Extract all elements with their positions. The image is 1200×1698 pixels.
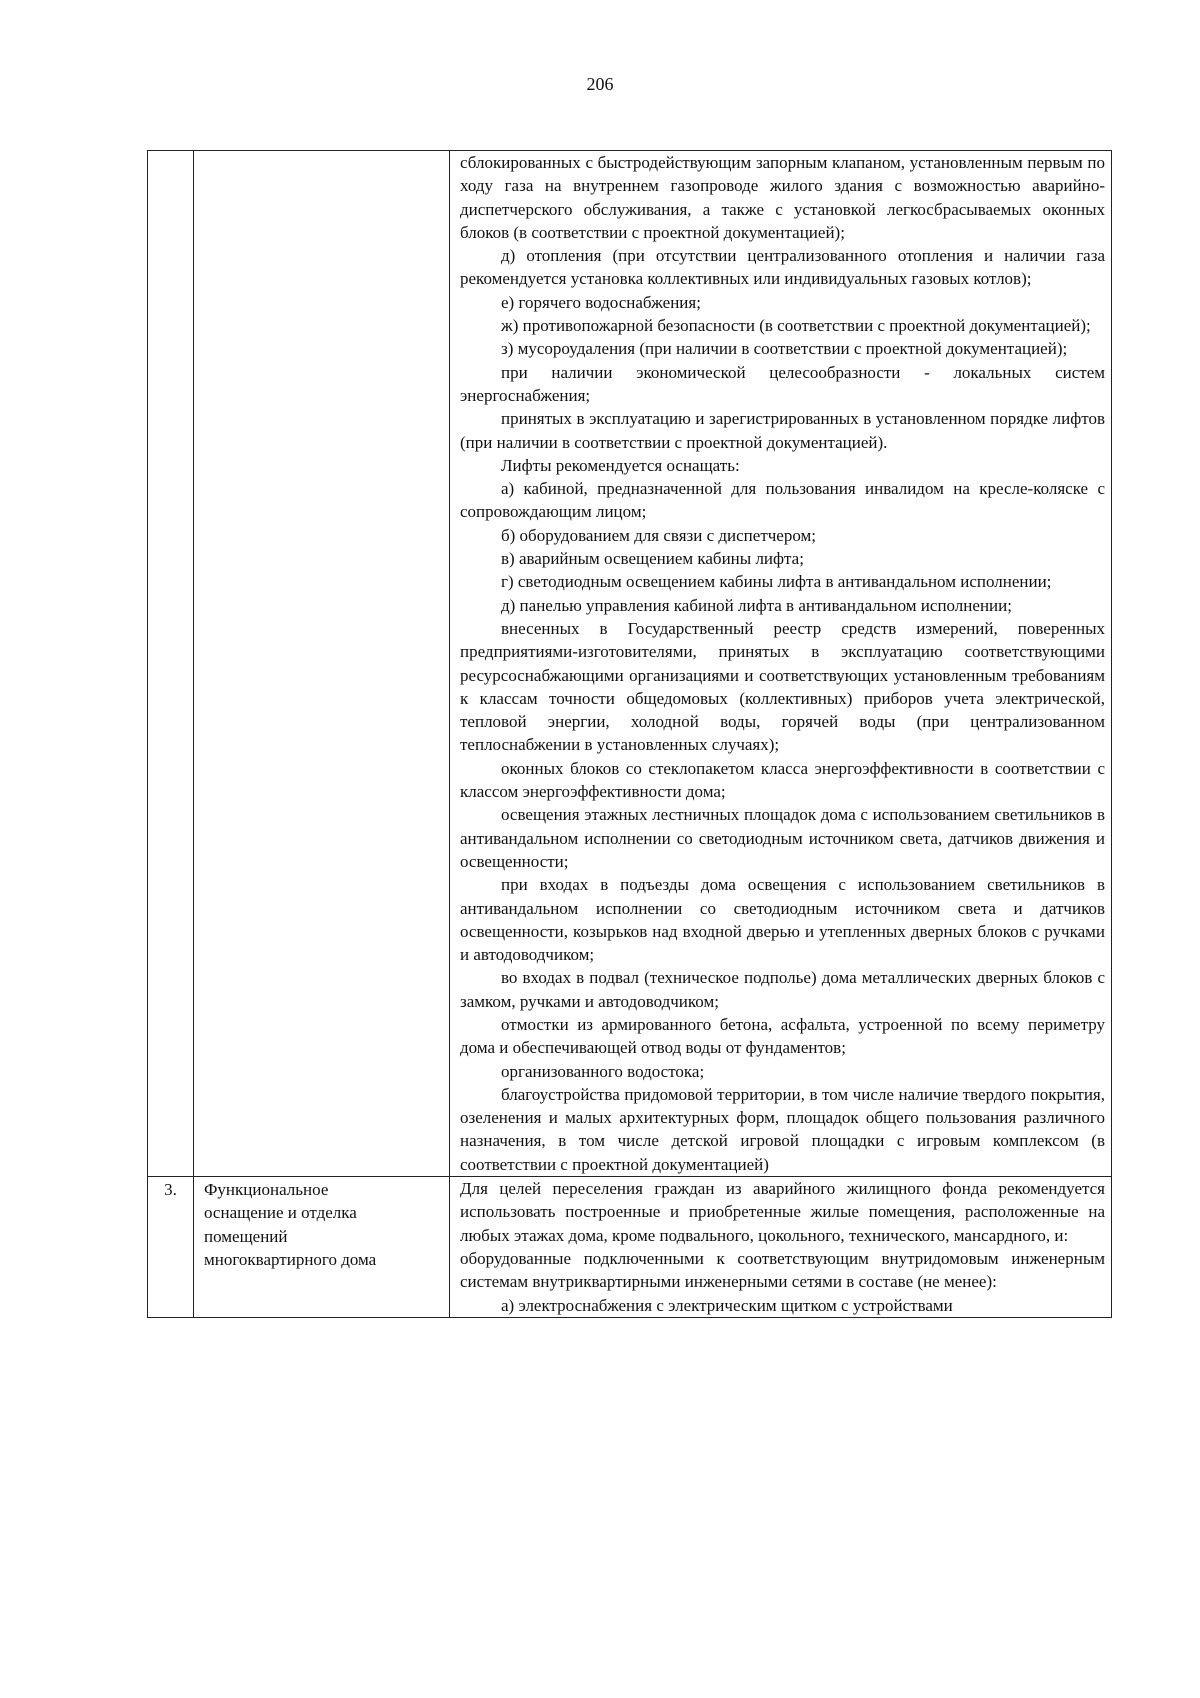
content-paragraph: оборудованные подключенными к соответствующим внутридомовым инженерным системам внутриквартирными инженерными сетями в составе (не менее):	[460, 1248, 1105, 1292]
row-name-cell	[194, 1177, 450, 1318]
row-content-cell	[450, 151, 1112, 1177]
content-paragraph: при наличии экономической целесообразности - локальных систем энергоснабжения;	[460, 362, 1105, 405]
content-paragraph: б) оборудованием для связи с диспетчером;	[501, 525, 817, 545]
row-number-cell: 3.	[148, 1177, 194, 1318]
row-name-line: многоквартирного дома	[204, 1249, 377, 1269]
row-name-cell	[194, 151, 450, 1177]
page-number: 206	[586, 74, 614, 94]
content-paragraph: организованного водостока;	[501, 1061, 705, 1081]
row-name-line: помещений	[204, 1226, 288, 1246]
row-content-cell	[450, 1177, 1112, 1318]
table-row	[148, 1177, 1112, 1318]
content-paragraph: а) кабиной, предназначенной для пользования инвалидом на кресле-коляске с сопровождающим лицом;	[460, 479, 1105, 522]
content-paragraph: Для целей переселения граждан из аварийного жилищного фонда рекомендуется использовать построенные и приобретенные жилые помещения, расположенные на любых этажах дома, кроме подвального, цокольного, технического, мансардного, и:	[460, 1179, 1105, 1245]
content-paragraph: ж) противопожарной безопасности (в соответствии с проектной документацией);	[501, 316, 1091, 336]
content-paragraph: з) мусороудаления (при наличии в соответствии с проектной документацией);	[501, 339, 1068, 359]
requirements-table	[147, 150, 1112, 1318]
content-paragraph: г) светодиодным освещением кабины лифта в антивандальном исполнении;	[501, 572, 1052, 592]
content-paragraph: внесенных в Государственный реестр средств измерений, поверенных предприятиями-изготовителями, принятых в эксплуатацию соответствующими ресурсоснабжающими организациями и соответствующих установленным требованиям к классам точности общедомовых (коллективных) приборов учета электрической, тепловой энергии, холодной воды, горячей воды (при централизованном теплоснабжении в установленных случаях);	[460, 618, 1105, 755]
content-paragraph: при входах в подъезды дома освещения с использованием светильников в антивандальном исполнении со светодиодным источником света и датчиков освещенности, козырьков над входной дверью и утепленных дверных блоков с ручками и автодоводчиком;	[460, 875, 1105, 965]
content-paragraph: д) отопления (при отсутствии централизованного отопления и наличии газа рекомендуется установка коллективных или индивидуальных газовых котлов);	[460, 246, 1105, 289]
content-paragraph: благоустройства придомовой территории, в том числе наличие твердого покрытия, озеленения и малых архитектурных форм, площадок общего пользования различного назначения, в том числе детской игровой площадки с игровым комплексом (в соответствии с проектной документацией)	[460, 1084, 1105, 1174]
content-paragraph: отмостки из армированного бетона, асфальта, устроенной по всему периметру дома и обеспечивающей отвод воды от фундаментов;	[460, 1014, 1105, 1058]
row-number-cell	[148, 151, 194, 1177]
content-paragraph: во входах в подвал (техническое подполье) дома металлических дверных блоков с замком, ручками и автодоводчиком;	[460, 968, 1105, 1011]
content-paragraph: д) панелью управления кабиной лифта в антивандальном исполнении;	[501, 595, 1012, 615]
content-paragraph: оконных блоков со стеклопакетом класса энергоэффективности в соответствии с классом энергоэффективности дома;	[460, 758, 1105, 802]
content-paragraph: принятых в эксплуатацию и зарегистрированных в установленном порядке лифтов (при наличии в соответствии с проектной документацией).	[460, 409, 1105, 452]
content-paragraph: е) горячего водоснабжения;	[501, 292, 701, 312]
table-row	[148, 151, 1112, 1177]
content-paragraph: сблокированных с быстродействующим запорным клапаном, установленным первым по ходу газа на внутреннем газопроводе жилого здания с возможностью аварийно-диспетчерского обслуживания, а также с установкой легкосбрасываемых оконных блоков (в соответствии с проектной документацией);	[460, 153, 1105, 242]
content-paragraph: освещения этажных лестничных площадок дома с использованием светильников в антивандальном исполнении со светодиодным источником света, датчиков движения и освещенности;	[460, 805, 1105, 871]
content-paragraph: а) электроснабжения с электрическим щитком с устройствами	[501, 1295, 953, 1315]
row-name-line: оснащение и отделка	[204, 1203, 357, 1223]
content-paragraph: в) аварийным освещением кабины лифта;	[501, 549, 804, 569]
content-paragraph: Лифты рекомендуется оснащать:	[501, 455, 740, 475]
row-name-line: Функциональное	[204, 1180, 329, 1200]
